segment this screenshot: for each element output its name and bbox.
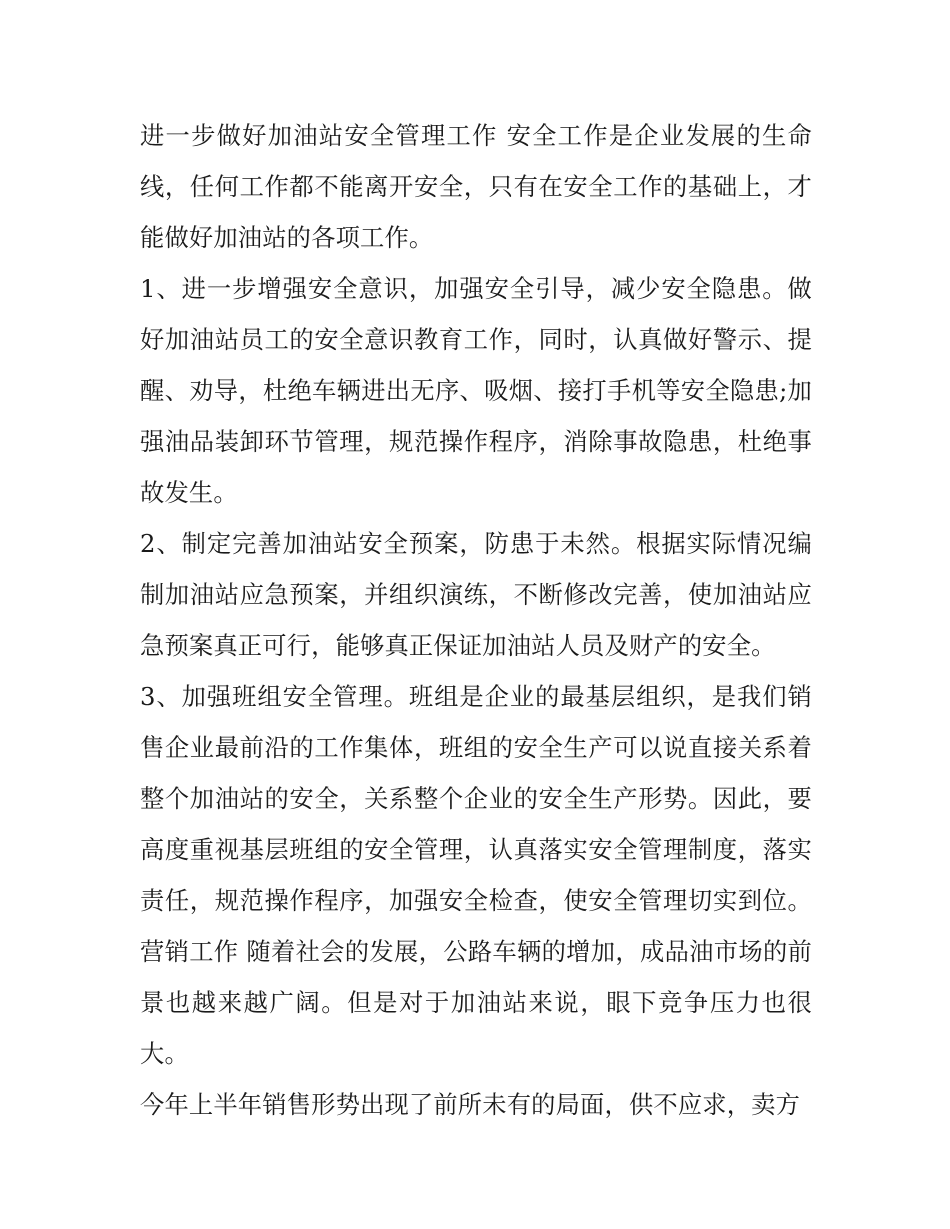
- paragraph-sales: 今年上半年销售形势出现了前所未有的局面，供不应求，卖方: [140, 1090, 801, 1119]
- paragraph-intro: 进一步做好加油站安全管理工作 安全工作是企业发展的生命线，任何工作都不能离开安全，只有在安全工作的基础上，才能做好加油站的各项工作。: [140, 121, 812, 252]
- paragraph-item-1: 1、进一步增强安全意识，加强安全引导，减少安全隐患。做好加油站员工的安全意识教育工作，同时，认真做好警示、提醒、劝导，杜绝车辆进出无序、吸烟、接打手机等安全隐患;加强油品装卸环节管理，规范操作程序，消除事故隐患，杜绝事故发生。: [140, 274, 812, 507]
- document-body: [140, 110, 812, 1130]
- paragraph-item-2: 2、制定完善加油站安全预案，防患于未然。根据实际情况编制加油站应急预案，并组织演练，不断修改完善，使加油站应急预案真正可行，能够真正保证加油站人员及财产的安全。: [140, 529, 812, 660]
- paragraph-item-3: 3、加强班组安全管理。班组是企业的最基层组织，是我们销售企业最前沿的工作集体，班组的安全生产可以说直接关系着整个加油站的安全，关系整个企业的安全生产形势。因此，要高度重视基层班组的安全管理，认真落实安全管理制度，落实责任，规范操作程序，加强安全检查，使安全管理切实到位。营销工作 随着社会的发展，公路车辆的增加，成品油市场的前景也越来越广阔。但是对于加油站来说，眼下竞争压力也很大。: [140, 682, 812, 1068]
